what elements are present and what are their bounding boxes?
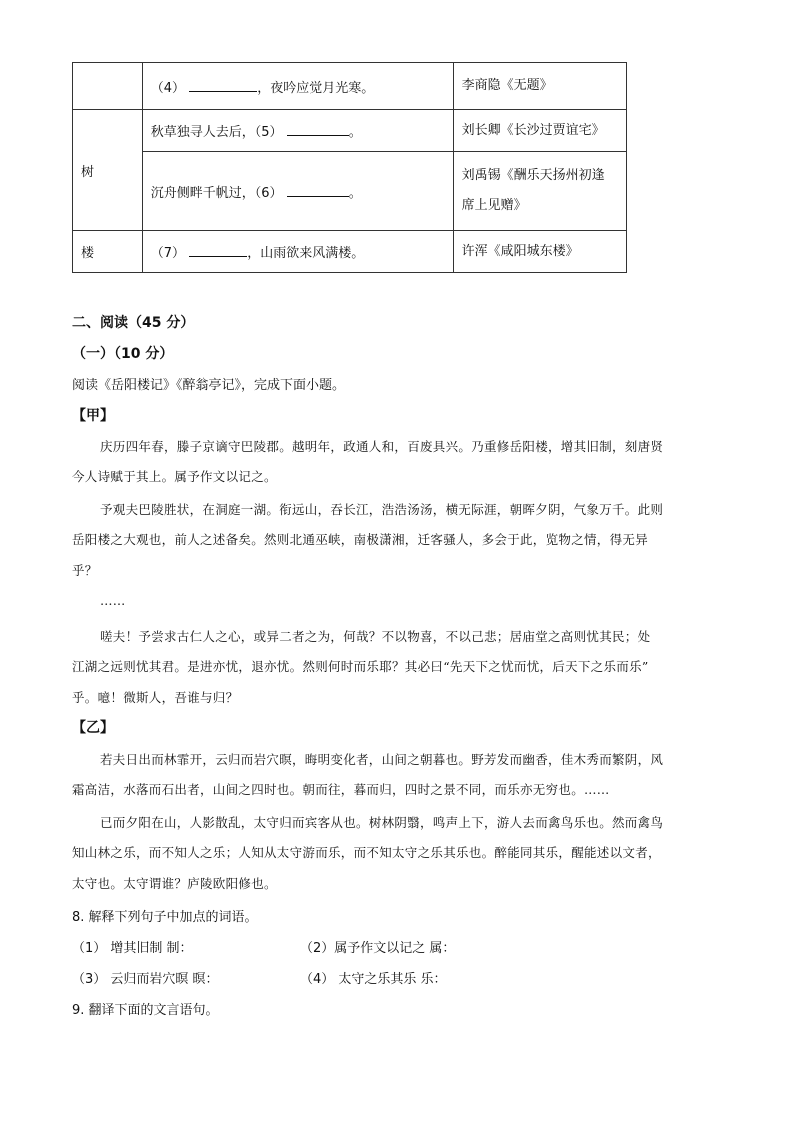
verse-cell: 沉舟侧畔千帆过，（6） 。 xyxy=(142,152,453,231)
verse-cell: （7） ，山雨欲来风满楼。 xyxy=(142,231,453,273)
passage-line: 予观夫巴陵胜状，在洞庭一湖。衔远山，吞长江，浩浩汤汤，横无际涯，朝晖夕阴，气象万千。此则 xyxy=(100,502,664,517)
table-row xyxy=(73,231,627,273)
answer-blank[interactable] xyxy=(287,123,349,136)
section-heading: 二、阅读（45 分） xyxy=(72,315,195,331)
source-cell: 许浑《咸阳城东楼》 xyxy=(453,231,626,273)
instruction-text: 阅读《岳阳楼记》《醉翁亭记》，完成下面小题。 xyxy=(72,378,346,393)
answer-blank[interactable] xyxy=(287,184,349,197)
passage-line: 江湖之远则忧其君。是进亦忧，退亦忧。然则何时而乐耶？其必曰“先天下之忧而忧，后天下之乐而乐” xyxy=(72,659,649,674)
question-8-item: （2）属予作文以记之 属： xyxy=(300,941,456,956)
ellipsis: …… xyxy=(100,593,126,608)
passage-line: 知山林之乐，而不知人之乐；人知从太守游而乐，而不知太守之乐其乐也。醉能同其乐，醒能述以文者， xyxy=(72,845,661,860)
passage-b-label: 【乙】 xyxy=(72,720,114,736)
passage-line: 太守也。太守谓谁？庐陵欧阳修也。 xyxy=(72,876,277,891)
passage-line: 庆历四年春，滕子京谪守巴陵郡。越明年，政通人和，百废具兴。乃重修岳阳楼，增其旧制，刻唐贤 xyxy=(100,439,664,454)
question-8: 8. 解释下列句子中加点的词语。 xyxy=(72,910,258,925)
poetry-table xyxy=(72,62,627,273)
passage-line: 今人诗赋于其上。属予作文以记之。 xyxy=(72,469,277,484)
passage-line: 岳阳楼之大观也，前人之述备矣。然则北通巫峡，南极潇湘，迁客骚人，多会于此，览物之情，得无异 xyxy=(72,532,649,547)
passage-line: 乎？ xyxy=(72,563,98,578)
part-heading: （一）（10 分） xyxy=(72,346,174,362)
source-cell: 刘禹锡《酬乐天扬州初逢 席上见赠》 xyxy=(453,152,626,231)
answer-blank[interactable] xyxy=(189,79,257,92)
category-cell xyxy=(73,63,143,110)
passage-line: 霜高洁，水落而石出者，山间之四时也。朝而往，暮而归，四时之景不同，而乐亦无穷也。…… xyxy=(72,782,610,797)
verse-cell: （4） ，夜吟应觉月光寒。 xyxy=(142,63,453,110)
passage-line: 乎。噫！微斯人，吾谁与归？ xyxy=(72,690,239,705)
verse-cell: 秋草独寻人去后，（5） 。 xyxy=(142,110,453,152)
passage-a-label: 【甲】 xyxy=(72,408,114,424)
source-cell: 刘长卿《长沙过贾谊宅》 xyxy=(453,110,626,152)
table-row xyxy=(73,63,627,110)
question-8-item: （3） 云归而岩穴暝 暝： xyxy=(72,972,219,987)
category-cell: 树 xyxy=(73,110,143,231)
table-row xyxy=(73,152,627,231)
source-cell: 李商隐《无题》 xyxy=(453,63,626,110)
table-row xyxy=(73,110,627,152)
category-cell: 楼 xyxy=(73,231,143,273)
passage-line: 若夫日出而林霏开，云归而岩穴暝，晦明变化者，山间之朝暮也。野芳发而幽香，佳木秀而繁阴，风 xyxy=(100,752,664,767)
question-8-item: （4） 太守之乐其乐 乐： xyxy=(300,972,447,987)
question-9: 9. 翻译下面的文言语句。 xyxy=(72,1003,219,1018)
question-8-item: （1） 增其旧制 制： xyxy=(72,941,193,956)
passage-line: 已而夕阳在山，人影散乱，太守归而宾客从也。树林阴翳，鸣声上下，游人去而禽鸟乐也。然而禽鸟 xyxy=(100,815,664,830)
passage-line: 嗟夫！予尝求古仁人之心，或异二者之为，何哉？不以物喜，不以己悲；居庙堂之高则忧其民；处 xyxy=(100,629,651,644)
answer-blank[interactable] xyxy=(189,244,247,257)
